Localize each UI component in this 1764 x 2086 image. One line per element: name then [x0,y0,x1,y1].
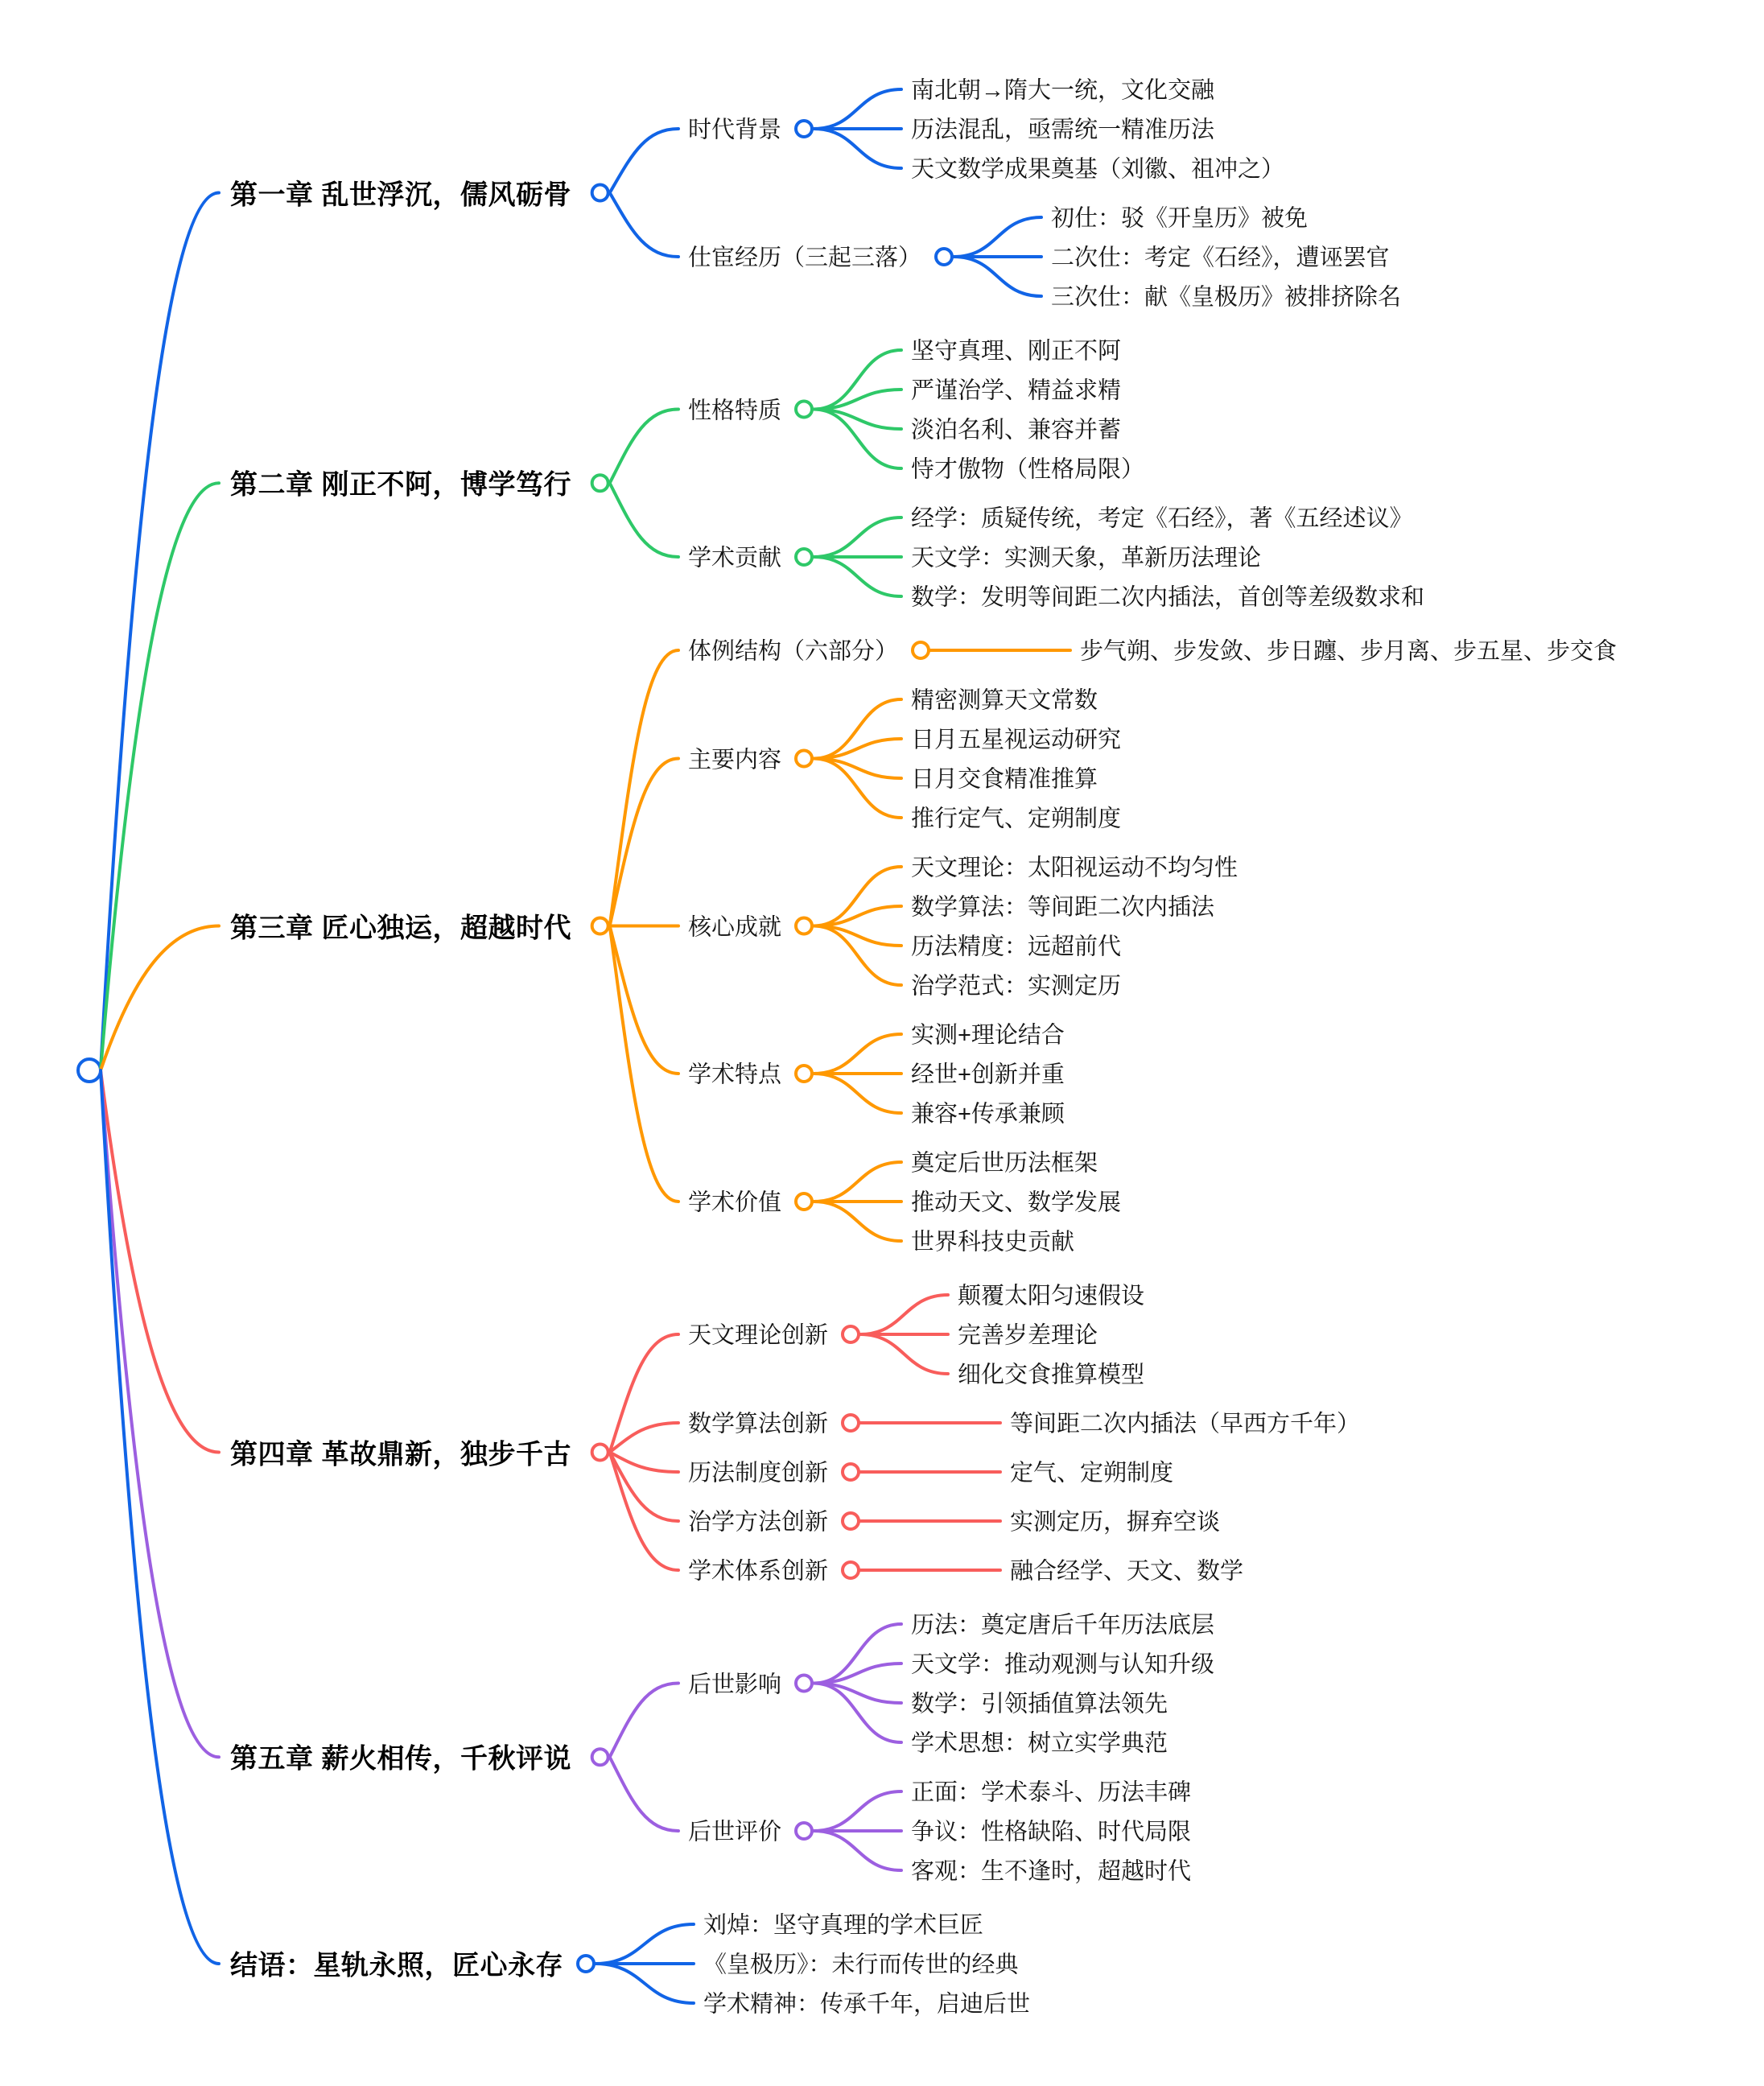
branch-label[interactable]: 核心成就 [688,914,782,941]
leaf-label[interactable]: 刘焯：坚守真理的学术巨匠 [703,1912,984,1939]
chapter-title[interactable]: 第二章 刚正不阿，博学笃行 [230,469,571,501]
branch-label[interactable]: 后世影响 [688,1672,782,1698]
leaf-label[interactable]: 推行定气、定朔制度 [911,806,1122,832]
leaf-label[interactable]: 等间距二次内插法（早西方千年） [1010,1411,1361,1437]
leaf-label[interactable]: 定气、定朔制度 [1010,1460,1174,1486]
leaf-label[interactable]: 世界科技史贡献 [911,1229,1075,1255]
leaf-label[interactable]: 争议：性格缺陷、时代局限 [911,1819,1192,1845]
leaf-label[interactable]: 坚守真理、刚正不阿 [911,338,1122,365]
leaf-label[interactable]: 初仕：驳《开皇历》被免 [1051,205,1309,232]
leaf-label[interactable]: 天文理论：太阳视运动不均匀性 [911,855,1239,881]
leaf-label[interactable]: 数学算法：等间距二次内插法 [911,894,1215,921]
leaf-label[interactable]: 历法精度：远超前代 [911,934,1122,960]
chapter-title[interactable]: 结语：星轨永照，匠心永存 [230,1950,563,1981]
leaf-label[interactable]: 奠定后世历法框架 [911,1150,1098,1177]
branch-label[interactable]: 时代背景 [688,117,782,143]
leaf-label[interactable]: 细化交食推算模型 [958,1362,1145,1388]
branch-label[interactable]: 学术体系创新 [688,1558,829,1585]
leaf-label[interactable]: 实测定历，摒弃空谈 [1010,1509,1221,1536]
leaf-label[interactable]: 三次仕：献《皇极历》被排挤除名 [1051,284,1402,311]
branch-label[interactable]: 后世评价 [688,1819,782,1845]
leaf-label[interactable]: 推动天文、数学发展 [911,1189,1122,1216]
leaf-label[interactable]: 淡泊名利、兼容并蓄 [911,417,1122,443]
branch-label[interactable]: 性格特质 [688,398,782,424]
leaf-label[interactable]: 颠覆太阳匀速假设 [958,1283,1145,1309]
leaf-label[interactable]: 二次仕：考定《石经》，遭诬罢官 [1051,245,1390,271]
leaf-label[interactable]: 正面：学术泰斗、历法丰碑 [911,1779,1192,1806]
leaf-label[interactable]: 融合经学、天文、数学 [1010,1558,1244,1585]
leaf-label[interactable]: 《皇极历》：未行而传世的经典 [703,1952,1019,1978]
leaf-label[interactable]: 严谨治学、精益求精 [911,377,1122,404]
leaf-label[interactable]: 南北朝→隋大一统，文化交融 [911,77,1215,104]
leaf-label[interactable]: 数学：发明等间距二次内插法，首创等差级数求和 [911,584,1425,611]
branch-label[interactable]: 学术贡献 [688,545,782,571]
leaf-label[interactable]: 历法混乱，亟需统一精准历法 [911,117,1215,143]
leaf-label[interactable]: 步气朔、步发敛、步日躔、步月离、步五星、步交食 [1080,638,1618,665]
leaf-label[interactable]: 历法：奠定唐后千年历法底层 [911,1612,1215,1639]
chapter-title[interactable]: 第四章 革故鼎新，独步千古 [230,1439,571,1470]
chapter-title[interactable]: 第五章 薪火相传，千秋评说 [230,1743,571,1775]
branch-label[interactable]: 历法制度创新 [688,1460,829,1486]
branch-label[interactable]: 数学算法创新 [688,1411,829,1437]
leaf-label[interactable]: 天文数学成果奠基（刘徽、祖冲之） [911,156,1285,183]
leaf-label[interactable]: 兼容+传承兼顾 [911,1101,1065,1128]
leaf-label[interactable]: 学术思想：树立实学典范 [911,1730,1168,1757]
branch-label[interactable]: 治学方法创新 [688,1509,829,1536]
chapter-title[interactable]: 第三章 匠心独运，超越时代 [230,913,571,944]
branch-label[interactable]: 学术特点 [688,1062,782,1088]
leaf-label[interactable]: 经学：质疑传统，考定《石经》，著《五经述议》 [911,505,1413,532]
chapter-title[interactable]: 第一章 乱世浮沉，儒风砺骨 [230,179,571,211]
leaf-label[interactable]: 天文学：实测天象，革新历法理论 [911,545,1262,571]
leaf-label[interactable]: 日月五星视运动研究 [911,727,1122,753]
leaf-label[interactable]: 天文学：推动观测与认知升级 [911,1651,1215,1678]
leaf-label[interactable]: 日月交食精准推算 [911,766,1098,793]
leaf-label[interactable]: 经世+创新并重 [911,1062,1065,1088]
leaf-label[interactable]: 实测+理论结合 [911,1022,1065,1049]
leaf-label[interactable]: 治学范式：实测定历 [911,973,1122,1000]
leaf-label[interactable]: 恃才傲物（性格局限） [911,456,1145,483]
leaf-label[interactable]: 学术精神：传承千年，启迪后世 [703,1991,1031,2018]
leaf-label[interactable]: 精密测算天文常数 [911,687,1098,714]
leaf-label[interactable]: 客观：生不逢时，超越时代 [911,1858,1192,1885]
branch-label[interactable]: 天文理论创新 [688,1322,829,1349]
leaf-label[interactable]: 完善岁差理论 [958,1322,1098,1349]
branch-label[interactable]: 仕宦经历（三起三落） [688,245,922,271]
leaf-label[interactable]: 数学：引领插值算法领先 [911,1691,1168,1717]
branch-label[interactable]: 体例结构（六部分） [688,638,899,665]
branch-label[interactable]: 学术价值 [688,1189,782,1216]
branch-label[interactable]: 主要内容 [688,747,782,773]
